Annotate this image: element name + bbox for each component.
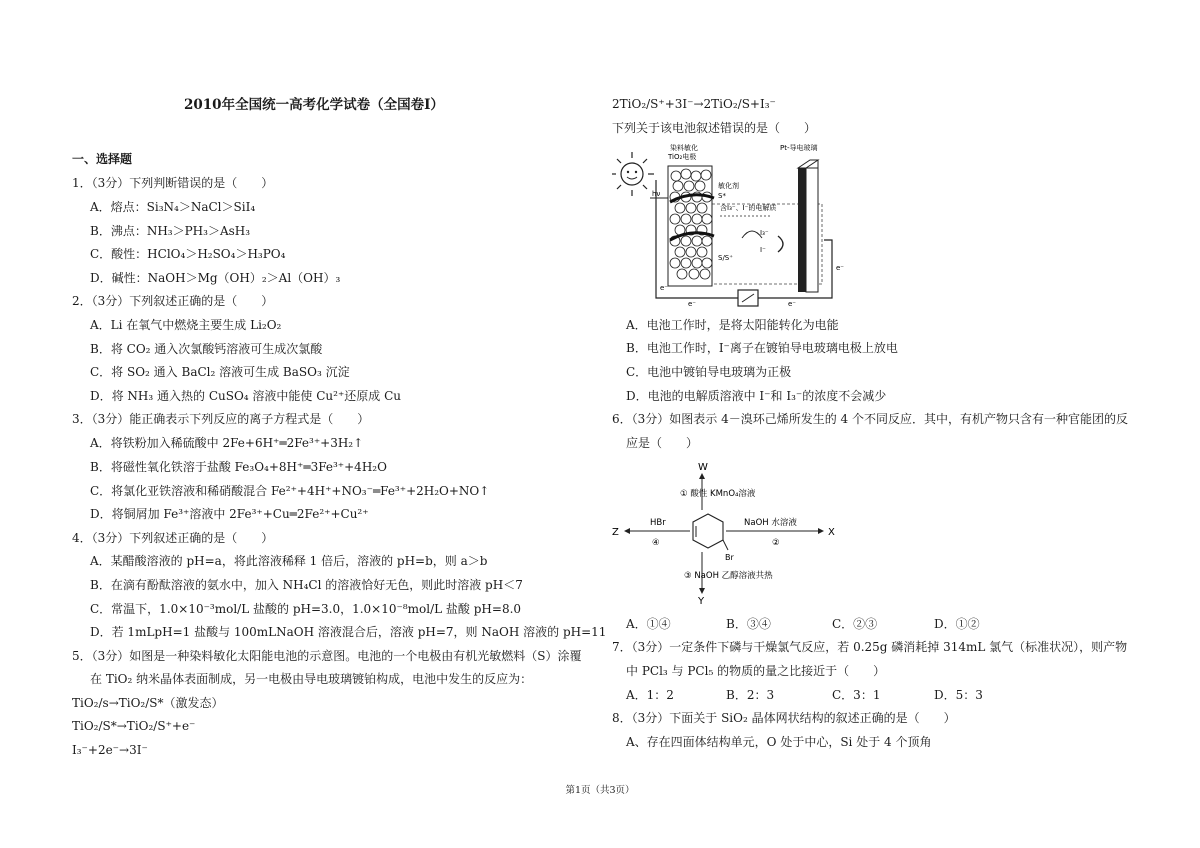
- q2-option-a: A．Li 在氧气中燃烧主要生成 Li₂O₂: [90, 318, 282, 332]
- question-5-prompt: 下列关于该电池叙述错误的是（ ）: [612, 121, 817, 135]
- br-label: Br: [725, 553, 734, 562]
- svg-text:e⁻: e⁻: [660, 284, 669, 292]
- q2-option-d: D．将 NH₃ 通入热的 CuSO₄ 溶液中能使 Cu²⁺还原成 Cu: [90, 389, 402, 403]
- q7-option-c: C．3：1: [832, 688, 881, 702]
- q4-option-a: A．某醋酸溶液的 pH=a，将此溶液稀释 1 倍后，溶液的 pH=b，则 a＞b: [90, 554, 488, 568]
- question-1: 1．（3分）下列判断错误的是（ ）: [72, 176, 274, 190]
- q6-option-a: A．①④: [626, 617, 671, 631]
- cyclohexene-ring: [693, 514, 723, 548]
- svg-text:e⁻: e⁻: [688, 300, 697, 308]
- question-6: 6．（3分）如图表示 4－溴环己烯所发生的 4 个不同反应．其中，有机产物只含有一种官能团的反: [612, 412, 1128, 426]
- question-3: 3．（3分）能正确表示下列反应的离子方程式是（ ）: [72, 412, 370, 426]
- q8-option-a: A、存在四面体结构单元，O 处于中心，Si 处于 4 个顶角: [626, 735, 932, 749]
- reaction-1-label: ① 酸性 KMnO₄溶液: [680, 489, 756, 499]
- q3-option-c: C．将氯化亚铁溶液和稀硝酸混合 Fe²⁺+4H⁺+NO₃⁻═Fe³⁺+2H₂O+NO↑: [90, 484, 490, 498]
- product-x: X: [828, 527, 835, 538]
- q5-option-b: B．电池工作时，I⁻离子在镀铂导电玻璃电极上放电: [626, 341, 898, 355]
- svg-text:④: ④: [652, 538, 660, 548]
- tio2-label: TiO₂电极: [668, 153, 697, 161]
- product-z: Z: [612, 527, 619, 538]
- question-4: 4．（3分）下列叙述正确的是（ ）: [72, 531, 274, 545]
- ss-label: S/S⁺: [718, 254, 733, 262]
- sun-icon: [612, 152, 654, 196]
- reaction-line-1: TiO₂/s→TiO₂/S*（激发态）: [72, 696, 224, 710]
- solar-cell-diagram: [612, 140, 852, 308]
- reaction-line-3: I₃⁻+2e⁻→3I⁻: [72, 743, 148, 757]
- q1-option-c: C．酸性：HClO₄＞H₂SO₄＞H₃PO₄: [90, 247, 286, 261]
- q5-option-a: A．电池工作时，是将太阳能转化为电能: [626, 318, 839, 332]
- q6-option-c: C．②③: [832, 617, 878, 631]
- q4-option-b: B．在滴有酚酞溶液的氨水中，加入 NH₄Cl 的溶液恰好无色，则此时溶液 pH＜7: [90, 578, 523, 592]
- electrode-label: 染料敏化: [670, 144, 698, 152]
- question-5-cont: 在 TiO₂ 纳米晶体表面制成，另一电极由导电玻璃镀铂构成，电池中发生的反应为：: [90, 672, 533, 686]
- question-6-cont: 应是（ ）: [626, 436, 699, 450]
- q3-option-a: A．将铁粉加入稀硫酸中 2Fe+6H⁺═2Fe³⁺+3H₂↑: [90, 436, 364, 450]
- q6-option-b: B．③④: [726, 617, 771, 631]
- i-label: I⁻: [760, 246, 766, 254]
- product-y: Y: [698, 596, 705, 607]
- sstar-label: S*: [718, 192, 726, 200]
- question-8: 8．（3分）下面关于 SiO₂ 晶体网状结构的叙述正确的是（ ）: [612, 711, 956, 725]
- q7-option-d: D．5：3: [934, 688, 983, 702]
- q1-option-d: D．碱性：NaOH＞Mg（OH）₂＞Al（OH）₃: [90, 271, 341, 285]
- question-7-cont: 中 PCl₃ 与 PCl₅ 的物质的量之比接近于（ ）: [626, 664, 886, 678]
- q3-option-d: D．将铜屑加 Fe³⁺溶液中 2Fe³⁺+Cu═2Fe²⁺+Cu²⁺: [90, 507, 369, 521]
- q2-option-c: C．将 SO₂ 通入 BaCl₂ 溶液可生成 BaSO₃ 沉淀: [90, 365, 350, 379]
- section-heading: 一、选择题: [72, 152, 133, 166]
- reaction-line-2: TiO₂/S*→TiO₂/S⁺+e⁻: [72, 719, 196, 733]
- q5-option-d: D．电池的电解质溶液中 I⁻和 I₃⁻的浓度不会减少: [626, 389, 887, 403]
- q3-option-b: B．将磁性氧化铁溶于盐酸 Fe₃O₄+8H⁺═3Fe³⁺+4H₂O: [90, 460, 387, 474]
- reaction-diagram: [612, 460, 852, 608]
- product-w: W: [698, 462, 708, 473]
- q4-option-d: D．若 1mLpH=1 盐酸与 100mLNaOH 溶液混合后，溶液 pH=7，则 NaOH 溶液的 pH=11: [90, 625, 607, 639]
- q5-option-c: C．电池中镀铂导电玻璃为正极: [626, 365, 792, 379]
- sensitizer-label: 敏化剂: [718, 182, 739, 190]
- q1-option-a: A．熔点：Si₃N₄＞NaCl＞SiI₄: [90, 200, 256, 214]
- question-5: 5．（3分）如图是一种染料敏化太阳能电池的示意图。电池的一个电极由有机光敏燃料（S）涂覆: [72, 649, 582, 663]
- reaction-4-label: HBr: [650, 518, 666, 528]
- pt-label: Pt-导电玻璃: [780, 144, 818, 152]
- svg-text:②: ②: [772, 538, 780, 548]
- reaction-3-label: ③ NaOH 乙醇溶液共热: [684, 571, 773, 581]
- page-title: 2010年全国统一高考化学试卷（全国卷Ⅰ）: [184, 97, 444, 113]
- svg-text:e⁻: e⁻: [836, 264, 845, 272]
- reaction-2-label: NaOH 水溶液: [744, 518, 797, 528]
- reaction-line-4: 2TiO₂/S⁺+3I⁻→2TiO₂/S+I₃⁻: [612, 97, 776, 111]
- q7-option-b: B．2：3: [726, 688, 775, 702]
- q6-option-d: D．①②: [934, 617, 980, 631]
- hv-label: hν: [652, 190, 661, 198]
- electrolyte-label: 含I₃⁻、I⁻的电解质: [720, 204, 777, 212]
- question-2: 2．（3分）下列叙述正确的是（ ）: [72, 294, 274, 308]
- q7-option-a: A．1：2: [626, 688, 674, 702]
- i3-label: I₃⁻: [760, 229, 769, 237]
- page-footer: 第1页（共3页）: [565, 785, 635, 796]
- q2-option-b: B．将 CO₂ 通入次氯酸钙溶液可生成次氯酸: [90, 342, 323, 356]
- q4-option-c: C．常温下，1.0×10⁻³mol/L 盐酸的 pH=3.0，1.0×10⁻⁸mol/L 盐酸 pH=8.0: [90, 602, 522, 616]
- question-7: 7．（3分）一定条件下磷与干燥氯气反应，若 0.25g 磷消耗掉 314mL 氯气（标准状况），则产物: [612, 640, 1128, 654]
- svg-text:e⁻: e⁻: [788, 300, 797, 308]
- q1-option-b: B．沸点：NH₃＞PH₃＞AsH₃: [90, 224, 251, 238]
